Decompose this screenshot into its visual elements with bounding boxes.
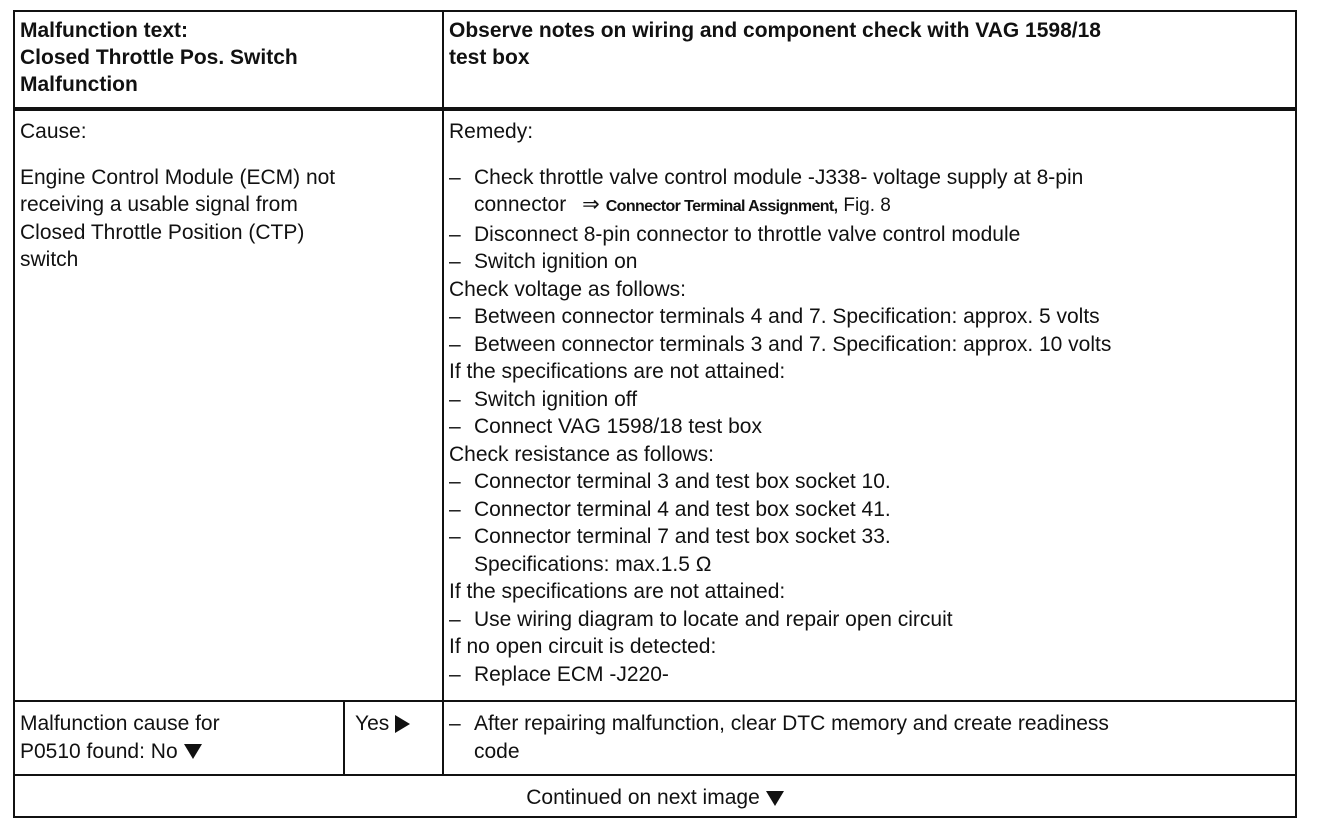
remedy-step bbox=[449, 606, 1291, 634]
header-observe-notes bbox=[449, 17, 1289, 71]
decision-yes bbox=[355, 710, 441, 738]
column-divider bbox=[442, 10, 444, 776]
yes-divider bbox=[343, 700, 345, 776]
step-text: Between connector terminals 3 and 7. Specification: approx. 10 volts bbox=[474, 332, 1112, 356]
remedy-step bbox=[449, 248, 1291, 276]
dash: – bbox=[449, 662, 461, 686]
body-divider bbox=[13, 700, 1297, 702]
step-text: Between connector terminals 4 and 7. Specification: approx. 5 volts bbox=[474, 305, 1100, 328]
action-text: After repairing malfunction, clear DTC memory and create readiness bbox=[474, 712, 1109, 735]
cause-label: Cause: bbox=[20, 120, 87, 143]
remedy-step bbox=[449, 523, 1291, 578]
header-right-line: Observe notes on wiring and component check with VAG 1598/18 bbox=[449, 19, 1101, 42]
remedy-step bbox=[449, 303, 1291, 331]
remedy-step bbox=[449, 164, 1291, 221]
dash: – bbox=[449, 415, 461, 438]
dash: – bbox=[449, 250, 461, 273]
remedy-heading: Check voltage as follows: bbox=[449, 277, 686, 301]
remedy-step bbox=[449, 331, 1291, 359]
dash: – bbox=[449, 332, 461, 356]
connector-terminal-link[interactable]: Connector Terminal Assignment, bbox=[605, 198, 838, 215]
triangle-right-icon bbox=[395, 715, 410, 733]
dash: – bbox=[449, 305, 461, 328]
header-right-line: test box bbox=[449, 46, 530, 69]
dash: – bbox=[449, 712, 461, 735]
remedy-step bbox=[449, 413, 1291, 441]
footer-continued bbox=[15, 784, 1295, 812]
question-line: Malfunction cause for bbox=[20, 712, 220, 735]
decision-question bbox=[20, 710, 340, 765]
dash: – bbox=[449, 222, 461, 246]
cause-cell bbox=[20, 118, 438, 274]
footer-text: Continued on next image bbox=[526, 786, 760, 809]
remedy-label: Remedy: bbox=[449, 120, 534, 143]
arrow-right-icon: ⇒ bbox=[582, 193, 600, 216]
remedy-step bbox=[449, 661, 1291, 689]
step-text: Switch ignition on bbox=[474, 250, 638, 273]
dash: – bbox=[449, 470, 461, 493]
step-text: Use wiring diagram to locate and repair open circuit bbox=[474, 607, 953, 631]
header-left-line: Closed Throttle Pos. Switch bbox=[20, 46, 298, 69]
step-text: Disconnect 8-pin connector to throttle valve control module bbox=[474, 222, 1021, 246]
remedy-heading: If the specifications are not attained: bbox=[449, 360, 786, 383]
dash: – bbox=[449, 525, 461, 548]
dash: – bbox=[449, 387, 461, 411]
dash: – bbox=[449, 497, 461, 521]
dash: – bbox=[449, 607, 461, 631]
step-text: Switch ignition off bbox=[474, 387, 638, 411]
triangle-down-icon bbox=[766, 791, 784, 806]
remedy-cell bbox=[449, 118, 1291, 688]
yes-label: Yes bbox=[355, 712, 390, 735]
header-divider bbox=[13, 107, 1297, 111]
triangle-down-icon bbox=[184, 744, 202, 759]
step-text: connector bbox=[474, 193, 567, 216]
dash: – bbox=[449, 165, 461, 189]
cause-line: Closed Throttle Position (CTP) bbox=[20, 220, 305, 244]
cause-line: Engine Control Module (ECM) not bbox=[20, 165, 336, 189]
header-malfunction-text bbox=[20, 17, 435, 98]
cause-line: switch bbox=[20, 248, 79, 271]
question-line: P0510 found: No bbox=[20, 739, 178, 763]
figure-reference: Fig. 8 bbox=[843, 195, 891, 216]
action-step bbox=[449, 710, 1291, 765]
step-text: Connector terminal 4 and test box socket 41. bbox=[474, 497, 891, 521]
step-text: Connect VAG 1598/18 test box bbox=[474, 415, 762, 438]
remedy-step bbox=[449, 468, 1291, 496]
remedy-heading: If the specifications are not attained: bbox=[449, 580, 786, 603]
remedy-heading: If no open circuit is detected: bbox=[449, 635, 717, 658]
remedy-step bbox=[449, 221, 1291, 249]
action-text: code bbox=[474, 739, 520, 763]
step-text: Check throttle valve control module -J338- voltage supply at 8-pin bbox=[474, 165, 1084, 189]
step-text: Connector terminal 7 and test box socket 33. bbox=[474, 525, 891, 548]
step-text: Replace ECM -J220- bbox=[474, 662, 669, 686]
remedy-step bbox=[449, 496, 1291, 524]
header-left-line: Malfunction bbox=[20, 73, 138, 96]
decision-divider bbox=[13, 774, 1297, 776]
remedy-heading: Check resistance as follows: bbox=[449, 442, 714, 466]
step-text: Connector terminal 3 and test box socket 10. bbox=[474, 470, 891, 493]
specification-text: Specifications: max.1.5 Ω bbox=[474, 552, 712, 576]
header-left-line: Malfunction text: bbox=[20, 19, 188, 42]
decision-action bbox=[449, 710, 1291, 765]
remedy-step bbox=[449, 386, 1291, 414]
cause-line: receiving a usable signal from bbox=[20, 193, 298, 216]
